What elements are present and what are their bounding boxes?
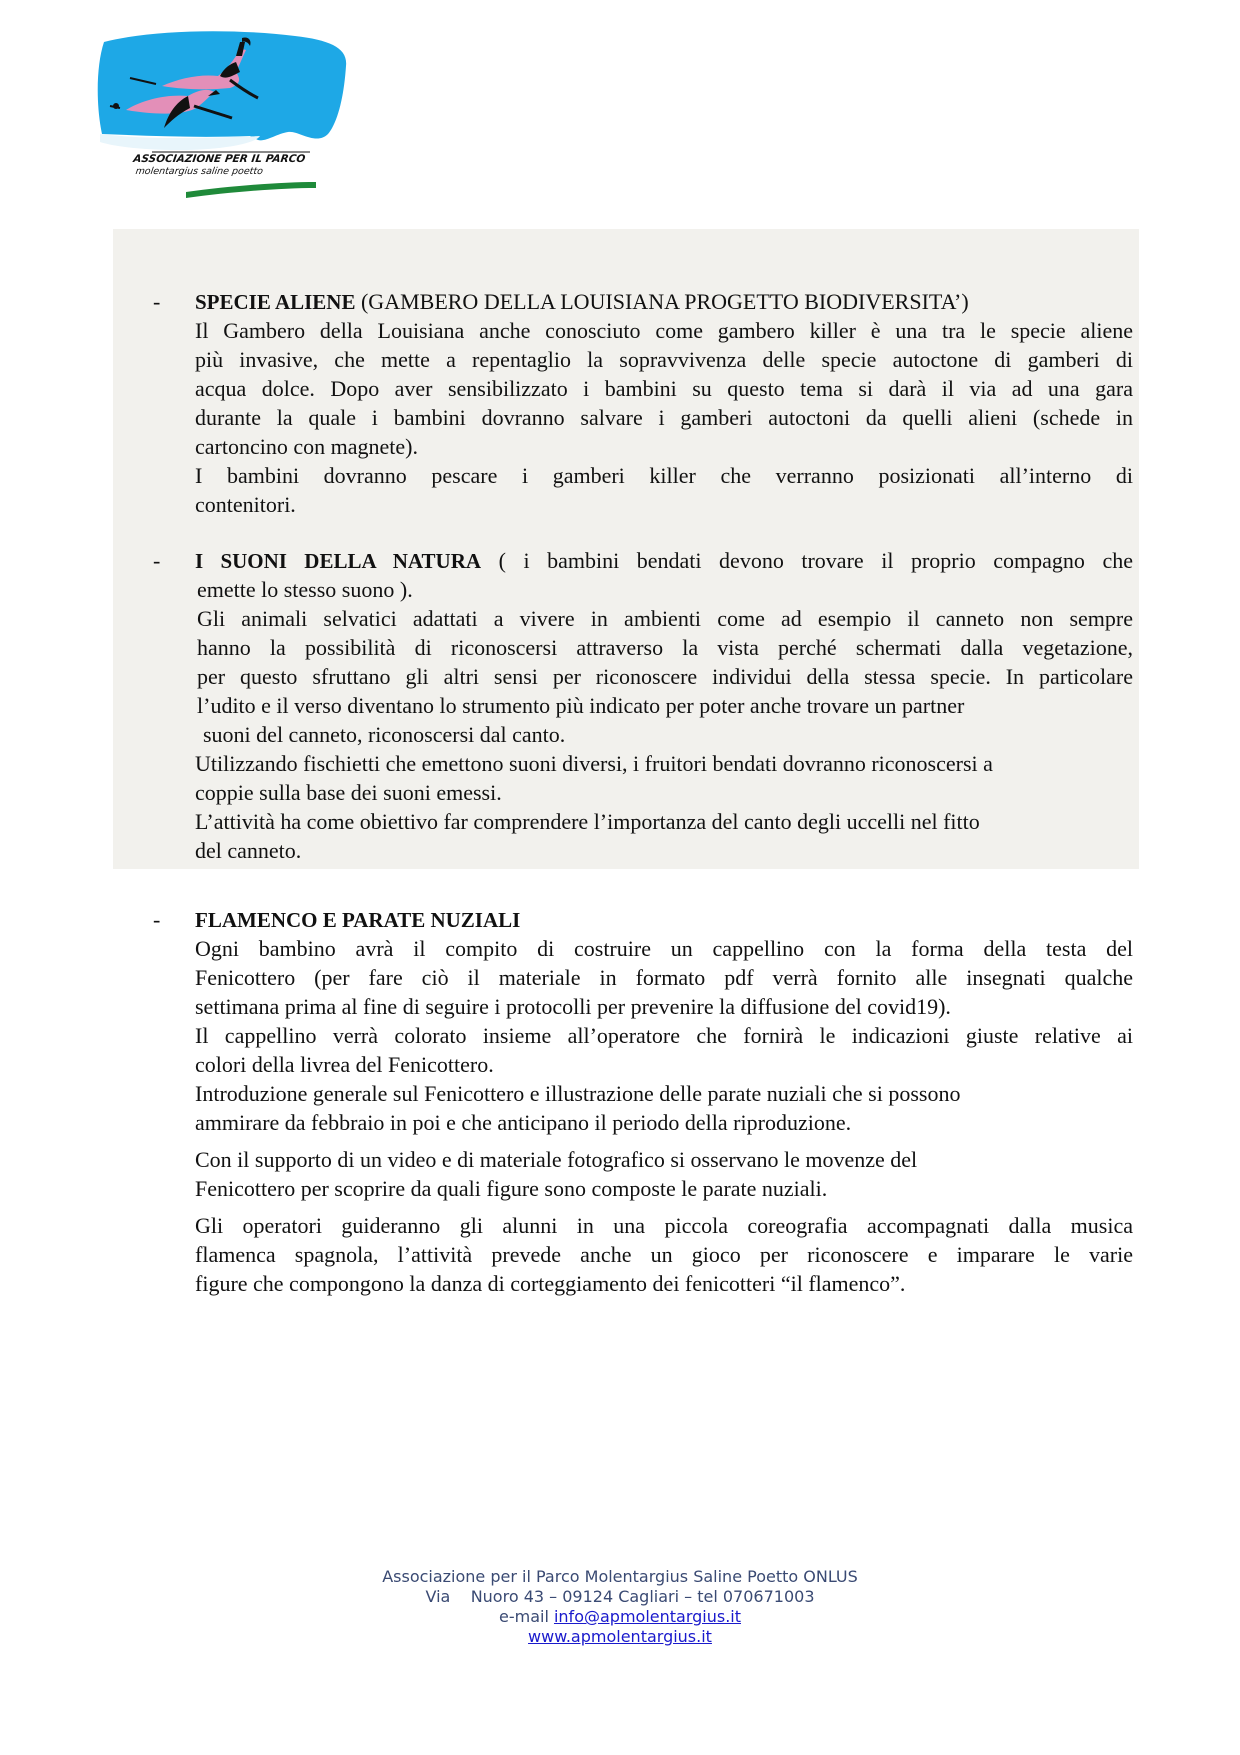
text-line: Con il supporto di un video e di materiale fotografico si osservano le movenze del [195,1147,918,1172]
text-line: cartoncino con magnete). [195,434,418,459]
section-heading [195,905,1133,935]
text-line: flamenca spagnola, l’attività prevede anche un gioco per riconoscere e imparare le varie [195,1242,1133,1267]
page-footer [0,1567,1240,1647]
text-line: L’attività ha come obiettivo far comprendere l’importanza del canto degli uccelli nel fitto [195,809,980,834]
text-line: coppie sulla base dei suoni emessi. [195,780,502,805]
footer-website-link[interactable]: www.apmolentargius.it [528,1627,712,1646]
text-line: hanno la possibilità di riconoscersi attraverso la vista perché schermati dalla vegetazione, [197,635,1133,660]
text-line: acqua dolce. Dopo aver sensibilizzato i bambini su questo tema si darà il via ad una gara [195,376,1133,401]
text-line: Il Gambero della Louisiana anche conosciuto come gambero killer è una tra le specie aliene [195,318,1133,343]
text-line: per questo sfruttano gli altri sensi per riconoscere individui della stessa specie. In particolare [197,664,1133,689]
text-line: Utilizzando fischietti che emettono suoni diversi, i fruitori bendati dovranno riconoscersi a [195,751,993,776]
heading-bold: I SUONI DELLA NATURA [195,549,482,573]
heading-bold: FLAMENCO E PARATE NUZIALI [195,908,521,932]
text-line: Gli operatori guideranno gli alunni in una piccola coreografia accompagnati dalla musica [195,1213,1133,1238]
section-body [195,316,1133,519]
text-line: colori della livrea del Fenicottero. [195,1052,494,1077]
svg-text:ASSOCIAZIONE PER IL PARCO: ASSOCIAZIONE PER IL PARCO [132,153,307,165]
heading-rest: ( i bambini bendati devono trovare il proprio compagno che [481,548,1133,573]
list-dash: - [153,289,161,314]
footer-email-label: e-mail [498,1607,554,1626]
text-line: settimana prima al fine di seguire i protocolli per prevenire la diffusione del covid19). [195,994,951,1019]
section-body [195,575,1133,865]
text-line: Fenicottero per scoprire da quali figure sono composte le parate nuziali. [195,1176,828,1201]
text-line: suoni del canneto, riconoscersi dal canto. [203,722,566,747]
heading-rest: (GAMBERO DELLA LOUISIANA PROGETTO BIODIVERSITA’) [355,289,969,314]
text-line: Ogni bambino avrà il compito di costruire un cappellino con la forma della testa del [195,936,1133,961]
text-line: Gli animali selvatici adattati a vivere in ambienti come ad esempio il canneto non sempre [197,606,1133,631]
section-heading [195,546,1133,576]
text-line: I bambini dovranno pescare i gamberi killer che verranno posizionati all’interno di [195,463,1133,488]
text-line: contenitori. [195,492,296,517]
svg-text:molentargius saline poetto: molentargius saline poetto [134,166,264,177]
association-logo [90,26,352,214]
footer-email-line [0,1607,1240,1627]
text-line: Fenicottero (per fare ciò il materiale in formato pdf verrà fornito alle insegnati qualche [195,965,1133,990]
flamingo-logo-graphic [90,26,352,214]
text-line: figure che compongono la danza di corteggiamento dei fenicotteri “il flamenco”. [195,1271,906,1296]
text-line: più invasive, che mette a repentaglio la sopravvivenza delle specie autoctone di gamberi di [195,347,1133,372]
text-line: Il cappellino verrà colorato insieme all’operatore che fornirà le indicazioni giuste relative ai [195,1023,1133,1048]
text-line: Introduzione generale sul Fenicottero e illustrazione delle parate nuziali che si possono [195,1081,961,1106]
section-heading [195,287,1133,317]
footer-address: Via Nuoro 43 – 09124 Cagliari – tel 070671003 [425,1587,815,1606]
list-dash: - [153,907,161,932]
text-line: ammirare da febbraio in poi e che anticipano il periodo della riproduzione. [195,1110,852,1135]
text-line: emette lo stesso suono ). [197,577,413,602]
list-dash: - [153,548,161,573]
text-line: durante la quale i bambini dovranno salvare i gamberi autoctoni da quelli alieni (schede in [195,405,1133,430]
section-body [195,934,1133,1298]
text-line: del canneto. [195,838,302,863]
footer-email-link[interactable]: info@apmolentargius.it [553,1607,741,1626]
text-line: l’udito e il verso diventano lo strumento più indicato per poter anche trovare un partner [197,693,965,718]
footer-org-name: Associazione per il Parco Molentargius Saline Poetto ONLUS [382,1567,858,1586]
heading-bold: SPECIE ALIENE [195,290,356,314]
